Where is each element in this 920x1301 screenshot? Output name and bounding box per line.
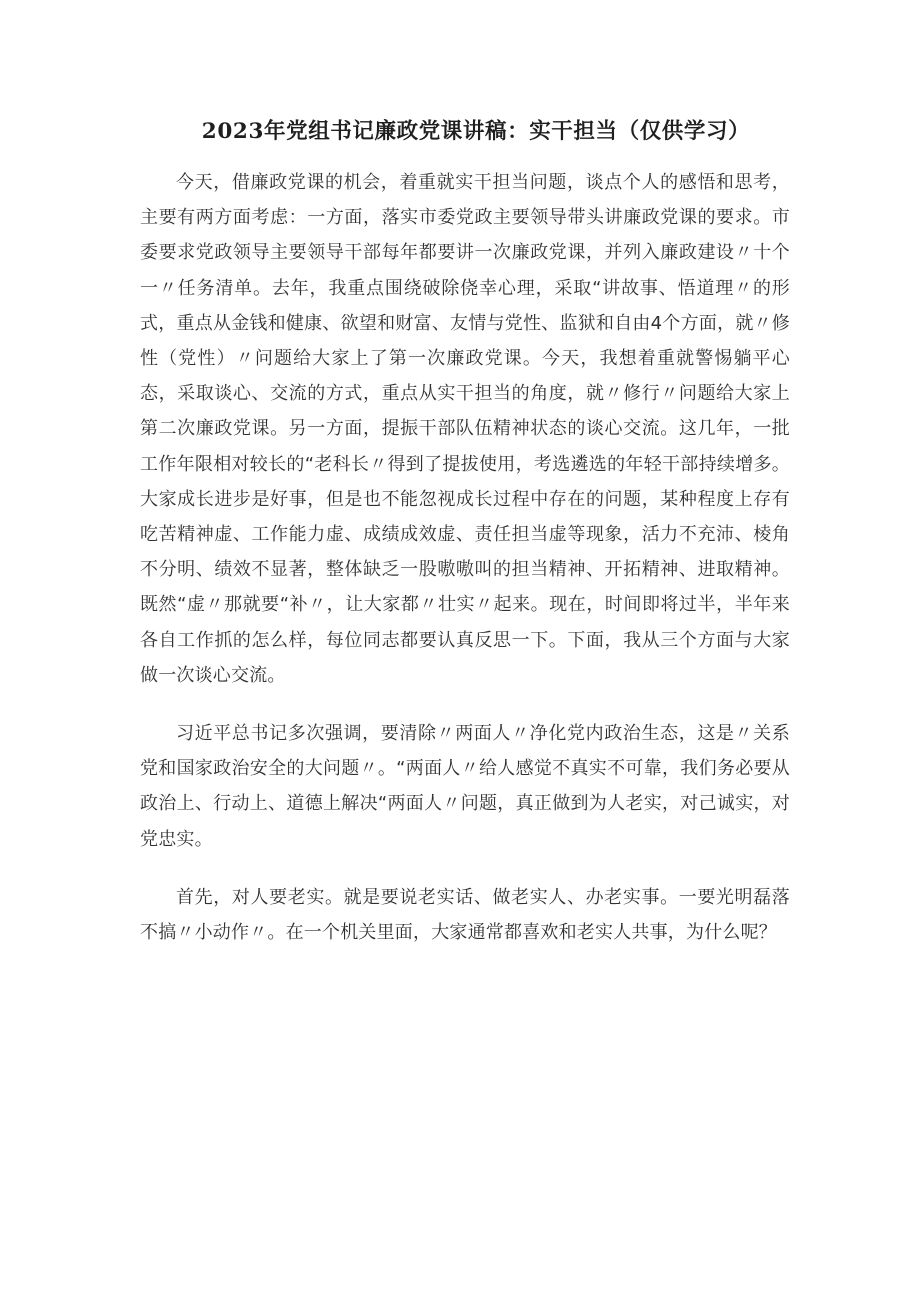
paragraph-two-faced: 习近平总书记多次强调，要清除〃两面人〃净化党内政治生态，这是〃关系党和国家政治安全的大问题〃。“两面人〃给人感觉不真实不可靠，我们务必要从政治上、行动上、道德上解决“两面人〃问题，真正做到为人老实，对己诚实，对党忠实。 [140, 723, 790, 850]
document-title: 2023年党组书记廉政党课讲稿：实干担当（仅供学习） [201, 119, 751, 144]
paragraph-intro: 今天，借廉政党课的机会，着重就实干担当问题，谈点个人的感悟和思考，主要有两方面考虑：一方面，落实市委党政主要领导带头讲廉政党课的要求。市委要求党政领导主要领导干部每年都要讲一次廉政党课，并列入廉政建设〃十个一〃任务清单。去年，我重点围绕破除侥幸心理，采取“讲故事、悟道理〃的形式，重点从金钱和健康、欲望和财富、友情与党性、监狱和自由4个方面，就〃修性（党性）〃问题给大家上了第一次廉政党课。今天，我想着重就警惕躺平心态，采取谈心、交流的方式，重点从实干担当的角度，就〃修行〃问题给大家上第二次廉政党课。另一方面，提振干部队伍精神状态的谈心交流。这几年，一批工作年限相对较长的“老科长〃得到了提拔使用，考选遴选的年轻干部持续增多。大家成长进步是好事，但是也不能忽视成长过程中存在的问题，某种程度上存有吃苦精神虚、工作能力虚、成绩成效虚、责任担当虚等现象，活力不充沛、棱角不分明、绩效不显著，整体缺乏一股嗷嗷叫的担当精神、开拓精神、进取精神。既然“虚〃那就要“补〃，让大家都〃壮实〃起来。现在，时间即将过半，半年来各自工作抓的怎么样，每位同志都要认真反思一下。下面，我从三个方面与大家做一次谈心交流。 [140, 172, 790, 686]
paragraph-honesty: 首先，对人要老实。就是要说老实话、做老实人、办老实事。一要光明磊落不搞〃小动作〃。在一个机关里面，大家通常都喜欢和老实人共事，为什么呢？ [140, 886, 790, 944]
document-body [140, 165, 790, 973]
